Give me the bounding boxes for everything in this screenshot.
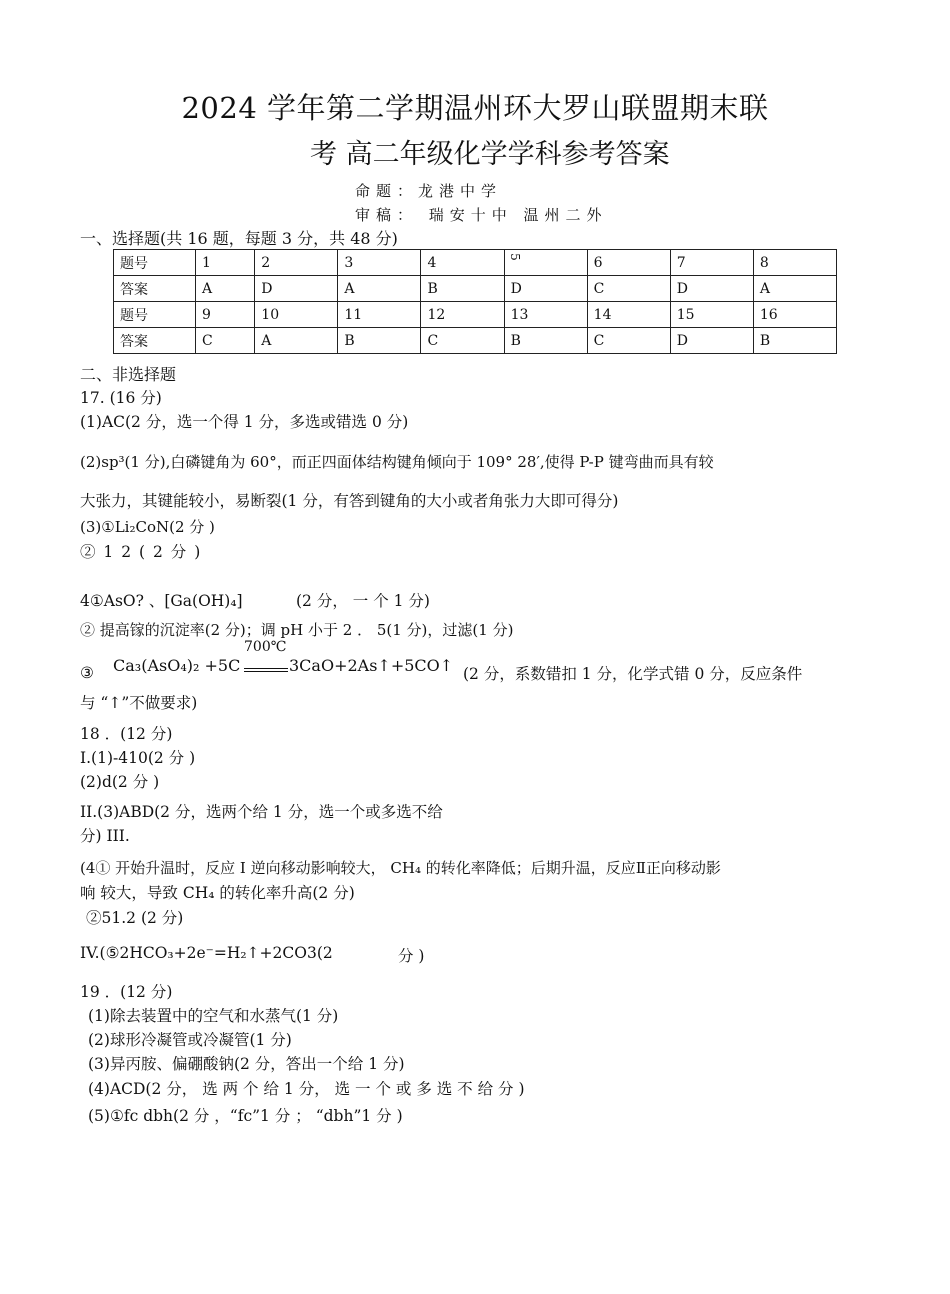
table-cell: A (338, 276, 421, 302)
q18-line-3: II.(3)ABD(2 分，选两个给 1 分，选一个或多选不给 (80, 803, 443, 821)
q17-line-4: (3)①Li₂CoN(2 分 ) (80, 518, 215, 536)
q17-line-2: (2)sp³(1 分),白磷键角为 60°，而正四面体结构键角倾向于 109° 28′,使得 P-P 键弯曲而具有较 (80, 453, 714, 471)
table-cell: A (196, 276, 255, 302)
table-cell: 12 (421, 302, 504, 328)
table-cell: 13 (504, 302, 587, 328)
section1-heading: 一、选择题(共 16 题，每题 3 分，共 48 分) (80, 229, 398, 248)
table-cell: D (255, 276, 338, 302)
q19-heading: 19 ．(12 分) (80, 983, 173, 1001)
q18-line-2: (2)d(2 分 ) (80, 773, 160, 791)
table-cell: A (753, 276, 836, 302)
table-row (114, 328, 837, 354)
reaction-products: 3CaO+2As↑+5CO↑ (289, 656, 454, 675)
q18-line-1: I.(1)-410(2 分 ) (80, 749, 196, 767)
table-cell: 7 (670, 250, 753, 276)
table-cell: C (421, 328, 504, 354)
reviewer-line: 审稿： 瑞安十中 温州二外 (355, 206, 608, 224)
table-cell: 16 (753, 302, 836, 328)
q17-line-6a: 4①AsO? 、[Ga(OH)₄] (80, 592, 243, 610)
proposer-line: 命题：龙港中学 (355, 182, 503, 200)
table-cell: 答案 (114, 328, 196, 354)
table-cell: 11 (338, 302, 421, 328)
q19-line-5: (5)①fc dbh(2 分 ，“fc”1 分 ； “dbh”1 分 ) (88, 1107, 403, 1125)
table-row (114, 276, 837, 302)
table-cell: D (670, 328, 753, 354)
title-line-2: 考 高二年级化学学科参考答案 (310, 139, 670, 170)
q18-line-4: 分) III. (80, 827, 130, 845)
table-cell: D (670, 276, 753, 302)
table-cell: B (753, 328, 836, 354)
q19-line-1: (1)除去装置中的空气和水蒸气(1 分) (88, 1007, 339, 1025)
table-cell: B (338, 328, 421, 354)
q18-line-7: ②51.2 (2 分) (86, 909, 184, 927)
q17-line-5: ② 1 2 ( 2 分 ) (80, 543, 202, 561)
table-cell: 6 (587, 250, 670, 276)
table-cell: 1 (196, 250, 255, 276)
section2-heading: 二、非选择题 (80, 365, 177, 384)
q18-line-5: (4① 开始升温时，反应 I 逆向移动影响较大， CH₄ 的转化率降低；后期升温，反应Ⅱ正向移动影 (80, 859, 721, 877)
table-row (114, 302, 837, 328)
rotated-number: 5 (507, 252, 522, 261)
table-cell: C (196, 328, 255, 354)
table-cell: 答案 (114, 276, 196, 302)
table-cell: A (255, 328, 338, 354)
table-cell: D (504, 276, 587, 302)
q17-heading: 17. (16 分) (80, 389, 162, 407)
table-cell: 题号 (114, 302, 196, 328)
table-cell: B (504, 328, 587, 354)
q17-line-1: (1)AC(2 分，选一个得 1 分，多选或错选 0 分) (80, 413, 409, 431)
q18-heading: 18 ．(12 分) (80, 725, 173, 743)
q17-line-8-note: (2 分，系数错扣 1 分，化学式错 0 分，反应条件 (463, 665, 803, 683)
reaction-equals-bar (244, 668, 288, 672)
title-line-1: 2024 学年第二学期温州环大罗山联盟期末联 (181, 91, 769, 125)
table-cell: 15 (670, 302, 753, 328)
q18-line-6: 响 较大，导致 CH₄ 的转化率升高(2 分) (80, 884, 355, 902)
q17-line-7: ② 提高镓的沉淀率(2 分)；调 pH 小于 2 ． 5(1 分)，过滤(1 分) (80, 621, 514, 639)
table-cell: 2 (255, 250, 338, 276)
table-cell: 9 (196, 302, 255, 328)
answer-table (113, 249, 837, 354)
q18-line-8b: 分 ) (398, 947, 425, 965)
table-cell: 4 (421, 250, 504, 276)
table-cell: C (587, 328, 670, 354)
q19-line-3: (3)异丙胺、偏硼酸钠(2 分，答出一个给 1 分) (88, 1055, 405, 1073)
q17-line-3: 大张力，其键能较小，易断裂(1 分，有答到键角的大小或者角张力大即可得分) (80, 492, 619, 510)
table-cell (504, 250, 587, 276)
q17-line-6b: (2 分， 一 个 1 分) (296, 592, 430, 610)
table-cell: 8 (753, 250, 836, 276)
q19-line-2: (2)球形冷凝管或冷凝管(1 分) (88, 1031, 292, 1049)
table-cell: 题号 (114, 250, 196, 276)
q19-line-4: (4)ACD(2 分， 选 两 个 给 1 分， 选 一 个 或 多 选 不 给 分 ) (88, 1080, 525, 1098)
q18-line-8a: IV.(⑤2HCO₃+2e⁻=H₂↑+2CO3(2 (80, 944, 333, 962)
q17-item-mark: ③ (80, 664, 94, 682)
q17-line-9: 与 “↑”不做要求) (80, 694, 198, 712)
table-cell: 10 (255, 302, 338, 328)
table-cell: B (421, 276, 504, 302)
table-cell: 14 (587, 302, 670, 328)
table-row (114, 250, 837, 276)
reaction-reactants: Ca₃(AsO₄)₂ +5C (113, 656, 241, 675)
table-cell: C (587, 276, 670, 302)
table-cell: 3 (338, 250, 421, 276)
reaction-condition: 700℃ (244, 639, 287, 655)
